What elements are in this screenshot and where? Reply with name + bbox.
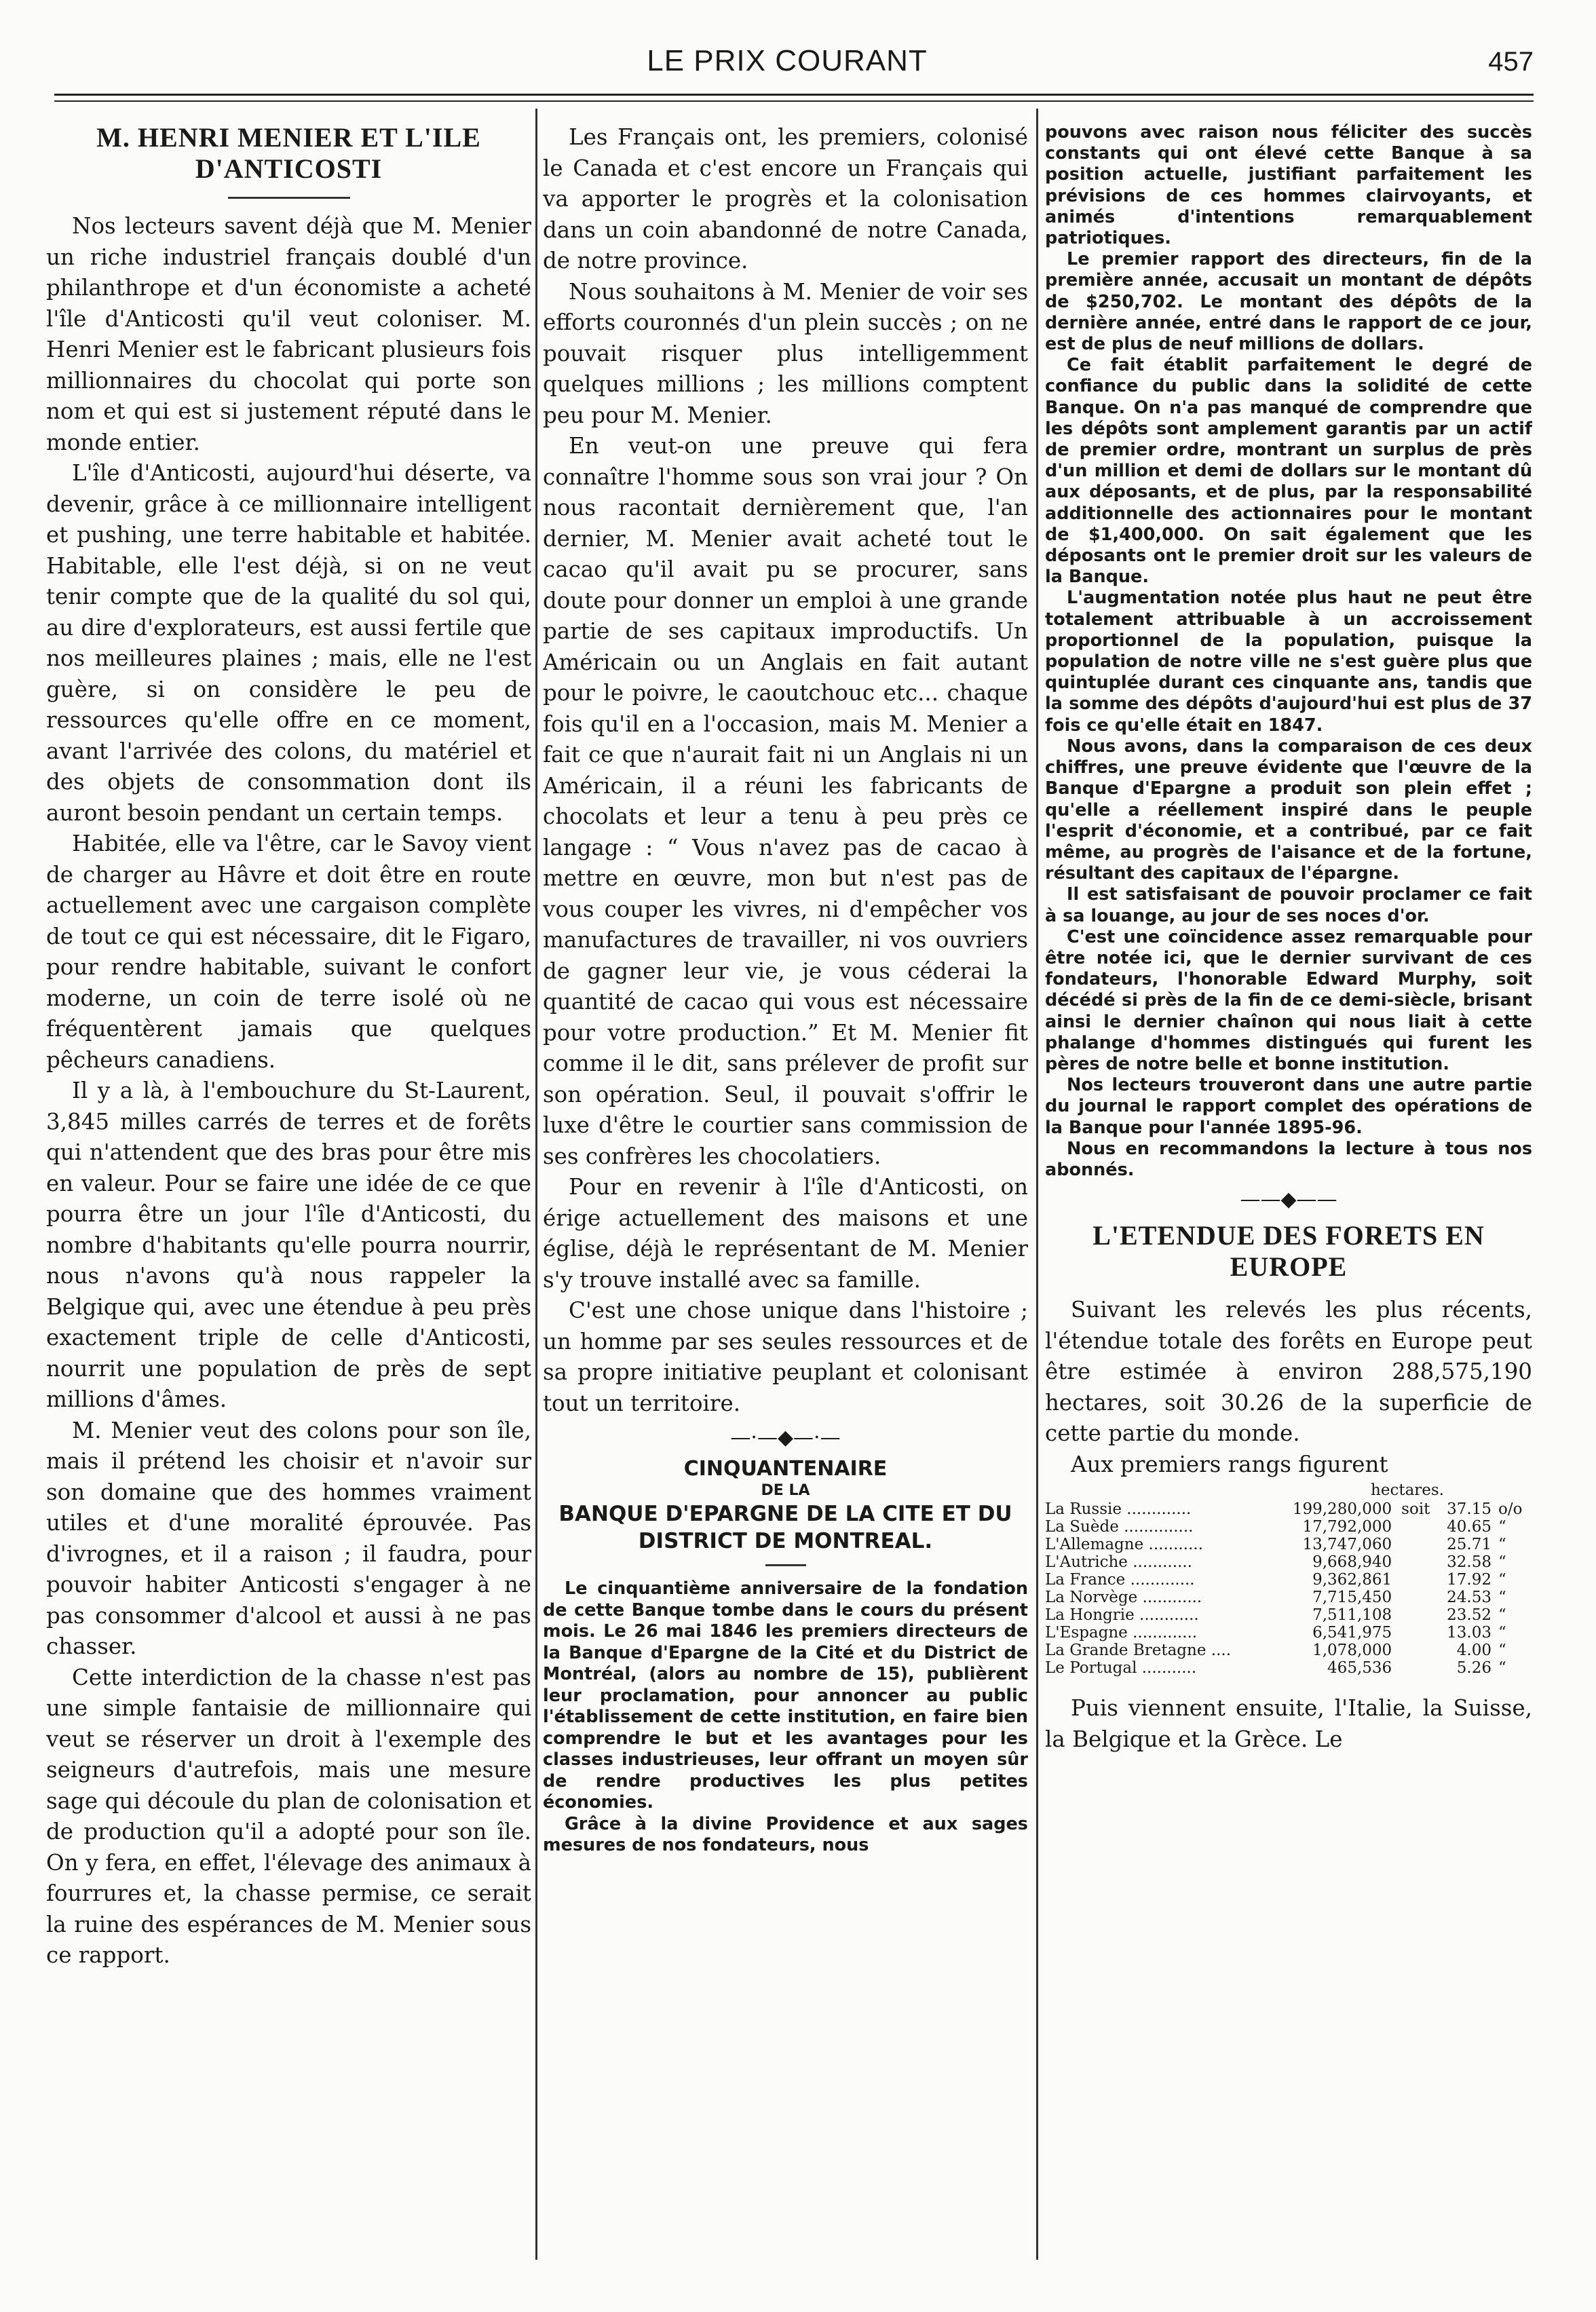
percent-cell: 40.65 (1447, 1518, 1492, 1536)
soit-cell (1401, 1589, 1436, 1606)
percent-cell: 37.15 (1447, 1500, 1492, 1519)
column-3 (1045, 122, 1532, 2267)
table-row (1045, 1606, 1532, 1624)
unit-cell: “ (1498, 1659, 1506, 1678)
hectares-cell: 7,715,450 (1312, 1589, 1392, 1607)
unit-cell: “ (1498, 1642, 1506, 1660)
paragraph: Nous en recommandons la lecture à tous nos abonnés. (1045, 1138, 1532, 1180)
paragraph: Nous souhaitons à M. Menier de voir ses efforts couronnés d'un plein succès ; on ne pouvait risquer plus intelligemment quelques millions ; les millions comptent peu pour M. Menier. (543, 278, 1028, 428)
soit-cell (1401, 1571, 1436, 1589)
divider (228, 197, 350, 199)
page-header (41, 37, 1534, 85)
heading-line: EUROPE (1230, 1251, 1348, 1283)
divider (765, 1564, 806, 1566)
paragraph: Pour en revenir à l'île d'Anticosti, on érige actuellement des maisons et une église, déjà le représentant de M. Menier s'y trouve installé avec sa famille. (543, 1174, 1028, 1293)
unit-cell: “ (1498, 1536, 1506, 1554)
unit-cell: “ (1498, 1624, 1506, 1642)
unit-cell: “ (1498, 1589, 1506, 1607)
table-row (1045, 1536, 1532, 1553)
table-row (1045, 1571, 1532, 1589)
country-cell: Le Portugal ........... (1045, 1659, 1197, 1678)
paragraph: Le premier rapport des directeurs, fin de la première année, accusait un montant de dépôts de $250,702. Le montant des dépôts de la dernière année, entré dans le rapport de ce jour, est de plus de neuf millions de dollars. (1045, 249, 1532, 355)
country-cell: La Hongrie ............ (1045, 1606, 1199, 1625)
percent-cell: 13.03 (1447, 1624, 1492, 1642)
soit-cell (1401, 1659, 1436, 1677)
article-title-small: DE LA (761, 1482, 810, 1499)
soit-cell (1401, 1553, 1436, 1571)
column-divider (1036, 109, 1038, 2260)
percent-cell: 24.53 (1447, 1589, 1492, 1607)
table-row (1045, 1624, 1532, 1642)
soit-cell: soit (1401, 1500, 1430, 1519)
header-rule-thin (54, 100, 1534, 102)
table-row (1045, 1553, 1532, 1571)
unit-cell: “ (1498, 1553, 1506, 1572)
paragraph: Nos lecteurs trouveront dans une autre partie du journal le rapport complet des opérations de la Banque pour l'année 1895-96. (1045, 1075, 1532, 1138)
hectares-cell: 6,541,975 (1312, 1624, 1392, 1642)
paragraph: pouvons avec raison nous féliciter des succès constants qui ont élevé cette Banque à sa position actuelle, justifiant parfaitement les prévisions de ces hommes clairvoyants, et animés d'intentions remarquablement patriotiques. (1045, 122, 1532, 249)
table-row (1045, 1659, 1532, 1677)
paragraph: Grâce à la divine Providence et aux sages mesures de nos fondateurs, nous (543, 1813, 1028, 1855)
paragraph: Aux premiers rangs figurent (1071, 1451, 1388, 1477)
paragraph: Puis viennent ensuite, l'Italie, la Suisse, la Belgique et la Grèce. Le (1045, 1695, 1532, 1752)
soit-cell (1401, 1642, 1436, 1659)
paragraph: C'est une coïncidence assez remarquable pour être notée ici, que le dernier survivant de ces fondateurs, l'honorable Edward Murphy, soit décédé si près de la fin de ce demi-siècle, brisant ainsi le dernier chaînon qui nous liait à cette phalange d'hommes distingués qui furent les pères de notre belle et bonne institution. (1045, 926, 1532, 1074)
table-row (1045, 1642, 1532, 1659)
percent-cell: 25.71 (1447, 1536, 1492, 1554)
country-cell: La Norvège ............ (1045, 1589, 1202, 1607)
article-title: CINQUANTENAIRE (683, 1457, 888, 1481)
ornament-divider: ——◆—— (1240, 1188, 1337, 1212)
paragraph: Suivant les relevés les plus récents, l'étendue totale des forêts en Europe peut être estimée à environ 288,575,190 hectares, soit 30.26 de la superficie de cette partie du monde. (1045, 1297, 1532, 1447)
percent-cell: 32.58 (1447, 1553, 1492, 1572)
units-label: hectares. (1371, 1481, 1444, 1500)
soit-cell (1401, 1606, 1436, 1624)
unit-cell: o/o (1498, 1500, 1523, 1519)
unit-cell: “ (1498, 1606, 1506, 1625)
heading-line: L'ETENDUE DES FORETS EN (1092, 1220, 1485, 1251)
forest-table (1045, 1500, 1532, 1677)
paragraph: Il y a là, à l'embouchure du St-Laurent, 3,845 milles carrés de terres et de forêts qui n'attendent que des bras pour être mis en valeur. Pour se faire une idée de ce que pourra être un jour l'île d'Anticosti, du nombre d'habitants qu'elle pourra nourrir, nous n'avons qu'à nous rappeler la Belgique qui, avec une étendue à peu près exactement triple de celle d'Anticosti, nourrit une population de près de sept millions d'âmes. (46, 1078, 531, 1412)
country-cell: La Suède .............. (1045, 1518, 1194, 1536)
article-heading (46, 122, 531, 185)
paragraph: M. Menier veut des colons pour son île, mais il prétend les choisir et n'avoir sur son domaine que des hommes vraiment utiles et d'une moralité éprouvée. Pas d'ivrognes, et il a raison ; il faudra, pour pouvoir habiter Anticosti s'engager à ne pas consommer d'alcool et aussi à ne pas chasser. (46, 1417, 531, 1659)
article-title-main: BANQUE D'EPARGNE DE LA CITE ET DU DISTRICT DE MONTREAL. (558, 1502, 1012, 1553)
paragraph: L'augmentation notée plus haut ne peut être totalement attribuable à un accroissement proportionnel de la population, puisque la population de notre ville ne s'est guère plus que quintuplée durant ces cinquante ans, tandis que la somme des dépôts d'aujourd'hui est plus de 37 fois ce qu'elle était en 1847. (1045, 588, 1532, 736)
column-divider (535, 109, 537, 2260)
paragraph: Il est satisfaisant de pouvoir proclamer ce fait à sa louange, au jour de ses noces d'or. (1045, 884, 1532, 926)
newspaper-title: LE PRIX COURANT (647, 44, 928, 77)
hectares-cell: 13,747,060 (1302, 1536, 1392, 1554)
heading-line: D'ANTICOSTI (195, 153, 383, 184)
hectares-cell: 1,078,000 (1312, 1642, 1392, 1660)
percent-cell: 17.92 (1447, 1571, 1492, 1589)
percent-cell: 5.26 (1456, 1659, 1492, 1678)
paragraph: En veut-on une preuve qui fera connaître l'homme sous son vrai jour ? On nous racontait dernièrement que, l'an dernier, M. Menier avait acheté tout le cacao qu'il avait pu se procurer, sans doute pour donner un emploi à une grande partie de ses capitaux improductifs. Un Américain ou un Anglais en fait autant pour le poivre, le caoutchouc etc... chaque fois qu'il en a l'occasion, mais M. Menier a fait ce que n'aurait fait ni un Anglais ni un Américain, il a réuni les fabricants de chocolats et leur a tenu à peu près ce langage : “ Vous n'avez pas de cacao à mettre en œuvre, mon but n'est pas de vous couper les vivres, ni d'empêcher vos manufactures de travailler, ni vos ouvriers de gagner leur vie, je vous céderai la quantité de cacao qui vous est nécessaire pour votre production.” Et M. Menier fit comme il le dit, sans prélever de profit sur son opération. Seul, il pouvait s'offrir le luxe d'être le courtier sans commission de ses confrères les chocolatiers. (543, 433, 1028, 1169)
paragraph: Le cinquantième anniversaire de la fondation de cette Banque tombe dans le cours du présent mois. Le 26 mai 1846 les premiers directeurs de la Banque d'Epargne de la Cité et du District de Montréal, (alors au nombre de 15), publièrent leur proclamation, pour annoncer au public l'établissement de cette institution, en faire bien comprendre le but et les avantages pour les classes industrieuses, leur offrant un moyen sûr de rendre productives les plus petites économies. (543, 1578, 1028, 1813)
paragraph: Les Français ont, les premiers, colonisé le Canada et c'est encore un Français qui va apporter le progrès et la colonisation dans un coin abandonné de notre Canada, de notre province. (543, 124, 1028, 273)
hectares-cell: 465,536 (1327, 1659, 1392, 1678)
paragraph: Nos lecteurs savent déjà que M. Menier un riche industriel français doublé d'un philanthrope et d'un économiste a acheté l'île d'Anticosti qu'il veut coloniser. M. Henri Menier est le fabricant plusieurs fois millionnaires du chocolat qui porte son nom et qui est si justement réputé dans le monde entier. (46, 213, 531, 455)
country-cell: La Russie ............. (1045, 1500, 1192, 1519)
page-number: 457 (1488, 47, 1534, 77)
percent-cell: 23.52 (1447, 1606, 1492, 1625)
soit-cell (1401, 1536, 1436, 1553)
hectares-cell: 199,280,000 (1292, 1500, 1392, 1519)
table-row (1045, 1518, 1532, 1536)
soit-cell (1401, 1518, 1436, 1536)
hectares-cell: 9,362,861 (1312, 1571, 1392, 1589)
country-cell: La Grande Bretagne .... (1045, 1642, 1232, 1660)
paragraph: C'est une chose unique dans l'histoire ; un homme par ses seules ressources et de sa propre initiative peuplant et colonisant tout un territoire. (543, 1297, 1028, 1416)
paragraph: Nous avons, dans la comparaison de ces deux chiffres, une preuve évidente que l'œuvre de la Banque d'Epargne a produit son plein effet ; qu'elle a réellement inspiré dans le peuple l'esprit d'économie, et a contribué, par ce fait même, au progrès de l'aisance et de la fortune, résultant des capitaux de l'épargne. (1045, 736, 1532, 884)
table-row (1045, 1500, 1532, 1518)
header-rule (54, 94, 1534, 96)
country-cell: L'Autriche ............ (1045, 1553, 1192, 1572)
column-1 (46, 122, 531, 2267)
country-cell: L'Espagne ............. (1045, 1624, 1198, 1642)
column-2 (543, 122, 1028, 2267)
paragraph: Cette interdiction de la chasse n'est pas une simple fantaisie de millionnaire qui veut se réserver un droit à l'exemple des seigneurs d'autrefois, mais une mesure sage qui découle du plan de colonisation et de production qu'il a adopté pour son île. On y fera, en effet, l'élevage des animaux à fourrures et, la chasse permise, ce serait la ruine des espérances de M. Menier sous ce rapport. (46, 1664, 531, 1968)
hectares-cell: 9,668,940 (1312, 1553, 1392, 1572)
country-cell: La France ............. (1045, 1571, 1195, 1589)
paragraph: L'île d'Anticosti, aujourd'hui déserte, va devenir, grâce à ce millionnaire intelligent et pushing, une terre habitable et habitée. Habitable, elle l'est déjà, si on ne veut tenir compte que de la qualité du sol qui, au dire d'explorateurs, est aussi fertile que nos meilleures plaines ; mais, elle ne l'est guère, si on considère le peu de ressources qu'elle offre en ce moment, avant l'arrivée des colons, du matériel et des objets de consommation dont ils auront besoin pendant un certain temps. (46, 460, 531, 826)
percent-cell: 4.00 (1456, 1642, 1492, 1660)
article-heading (1045, 1220, 1532, 1283)
soit-cell (1401, 1624, 1436, 1642)
ornament-divider: —·—◆—·— (730, 1426, 841, 1449)
unit-cell: “ (1498, 1518, 1506, 1536)
country-cell: L'Allemagne ........... (1045, 1536, 1203, 1554)
hectares-cell: 17,792,000 (1302, 1518, 1392, 1536)
paragraph: Ce fait établit parfaitement le degré de confiance du public dans la solidité de cette Banque. On n'a pas manqué de comprendre que les dépôts sont amplement garantis par un actif de premier ordre, montrant un surplus de près d'un million et demi de dollars sur le montant dû aux déposants, et de plus, par la responsabilité additionnelle des actionnaires pour le montant de $1,400,000. On sait également que les déposants ont le premier droit sur les valeurs de la Banque. (1045, 355, 1532, 588)
heading-line: M. HENRI MENIER ET L'ILE (96, 122, 481, 153)
table-row (1045, 1589, 1532, 1606)
unit-cell: “ (1498, 1571, 1506, 1589)
hectares-cell: 7,511,108 (1312, 1606, 1392, 1625)
paragraph: Habitée, elle va l'être, car le Savoy vient de charger au Hâvre et doit être en route actuellement avec une cargaison complète de tout ce qui est nécessaire, dit le Figaro, pour rendre habitable, suivant le confort moderne, un coin de terre isolé où ne fréquentèrent jamais que quelques pêcheurs canadiens. (46, 831, 531, 1073)
